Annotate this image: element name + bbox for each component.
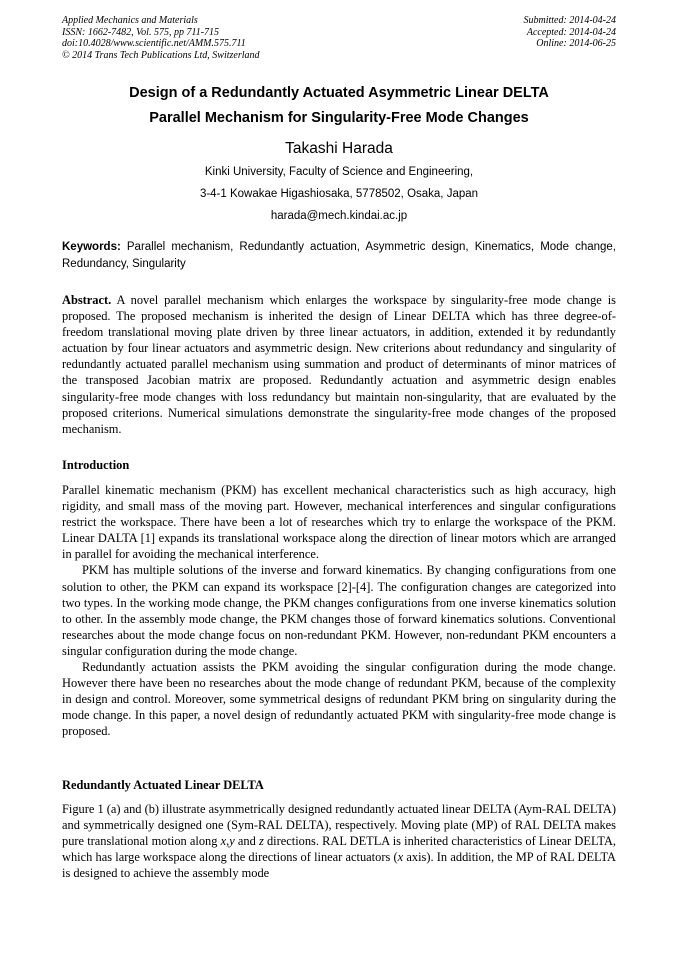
var-x-2: x bbox=[397, 850, 404, 865]
intro-paragraph-3: Redundantly actuation assists the PKM avoiding the singular configuration during the mode change. However there have been no researches about the mode change of redundant PKM, because of the complexity in design and control. Moreover, some symmetrical designs of redundant PKM bring on singularity during the mode change. In this paper, a novel design of redundantly actuated PKM with singularity-free mode change is proposed. bbox=[62, 660, 616, 739]
journal-name: Applied Mechanics and Materials bbox=[62, 15, 198, 26]
affiliation: Kinki University, Faculty of Science and Engineering, bbox=[204, 166, 474, 178]
and-word: and bbox=[234, 834, 259, 849]
intro-paragraph-2: PKM has multiple solutions of the inverse and forward kinematics. By changing configurations from one solution to other, the PKM can expand its workspace [2]-[4]. The configuration changes are categorized into two types. In the working mode change, the PKM changes configurations from one inverse kinematics solution to other. In the assembly mode change, the PKM changes those of forward kinematics solutions. Conventional researches about the mode change focus on non-redundant PKM. However, non-redundant PKM encounters a singular configuration during the mode change. bbox=[62, 563, 616, 658]
introduction-heading: Introduction bbox=[62, 458, 130, 472]
address: 3-4-1 Kowakae Higashiosaka, 5778502, Osaka, Japan bbox=[199, 188, 479, 200]
section-heading-redundantly-actuated: Redundantly Actuated Linear DELTA bbox=[62, 778, 264, 792]
keywords bbox=[62, 239, 616, 273]
title-line-2: Parallel Mechanism for Singularity-Free Mode Changes bbox=[149, 110, 529, 126]
section-text-a: Figure 1 (a) and (b) illustrate asymmetrically designed redundantly actuated linear DELTA (Aym-RAL DELTA) and symmetrically designed one (Sym-RAL DELTA), respectively. Moving plate (MP) of RAL DELTA makes pure translational motion along bbox=[62, 802, 616, 849]
var-y: y bbox=[229, 834, 235, 849]
doi-line: doi:10.4028/www.scientific.net/AMM.575.711 bbox=[62, 38, 246, 49]
section-text-c: axis). In addition, the MP of RAL DELTA is designed to achieve the assembly mode bbox=[62, 850, 616, 881]
keywords-text: Parallel mechanism, Redundantly actuation, Asymmetric design, Kinematics, Mode change, Redundancy, Singularity bbox=[62, 241, 616, 270]
dates-info bbox=[524, 15, 617, 50]
submitted-date: Submitted: 2014-04-24 bbox=[523, 15, 616, 26]
abstract-text: A novel parallel mechanism which enlarges the workspace by singularity-free mode change is proposed. The proposed mechanism is inherited the design of Linear DELTA which has three degree-of-freedom translational moving plate driven by three linear actuators, in addition, extended it by redundantly actuation by four linear actuators and asymmetric design. New criterions about redundancy and singularity of redundantly actuated parallel mechanism using summation and product of determinants of minor matrices of the transposed Jacobian matrix are proposed. Redundantly actuation and asymmetric design enables singularity-free mode changes with loss redundancy but maintain non-singularity, that are evaluated by the proposed criterions. Numerical simulations demonstrate the singularity-free mode changes of the proposed mechanism. bbox=[62, 293, 616, 436]
copyright-line: © 2014 Trans Tech Publications Ltd, Switzerland bbox=[62, 49, 260, 61]
author-affiliation-block bbox=[62, 161, 616, 227]
keywords-label: Keywords: bbox=[62, 241, 121, 253]
author-name: Takashi Harada bbox=[285, 140, 393, 157]
journal-info bbox=[62, 15, 260, 61]
section-paragraph-1 bbox=[62, 801, 616, 881]
section-body bbox=[62, 801, 616, 881]
var-x: x bbox=[220, 834, 227, 849]
paper-title bbox=[62, 81, 616, 131]
var-z: z bbox=[258, 834, 264, 849]
introduction-body bbox=[62, 482, 616, 740]
section-text-b: directions. RAL DETLA is inherited characteristics of Linear DELTA, which has large workspace along the directions of linear actuators ( bbox=[62, 834, 616, 865]
online-date: Online: 2014-06-25 bbox=[536, 38, 616, 49]
issn-line: ISSN: 1662-7482, Vol. 575, pp 711-715 bbox=[62, 26, 220, 38]
abstract bbox=[62, 292, 616, 437]
intro-paragraph-1: Parallel kinematic mechanism (PKM) has excellent mechanical characteristics such as high accuracy, high rigidity, and small mass of the moving part. However, mechanical interferences and singular configurations restrict the workspace. There have been a lot of researches which try to enlarge the workspace of the PKM. Linear DALTA [1] expands its translational workspace along the direction of linear motors which are arranged in parallel for avoiding the mechanical interference. bbox=[62, 483, 616, 562]
email: harada@mech.kindai.ac.jp bbox=[270, 210, 408, 222]
accepted-date: Accepted: 2014-04-24 bbox=[526, 26, 616, 38]
comma: , bbox=[226, 834, 230, 849]
abstract-label: Abstract. bbox=[62, 293, 112, 307]
title-line-1: Design of a Redundantly Actuated Asymmetric Linear DELTA bbox=[129, 85, 549, 101]
